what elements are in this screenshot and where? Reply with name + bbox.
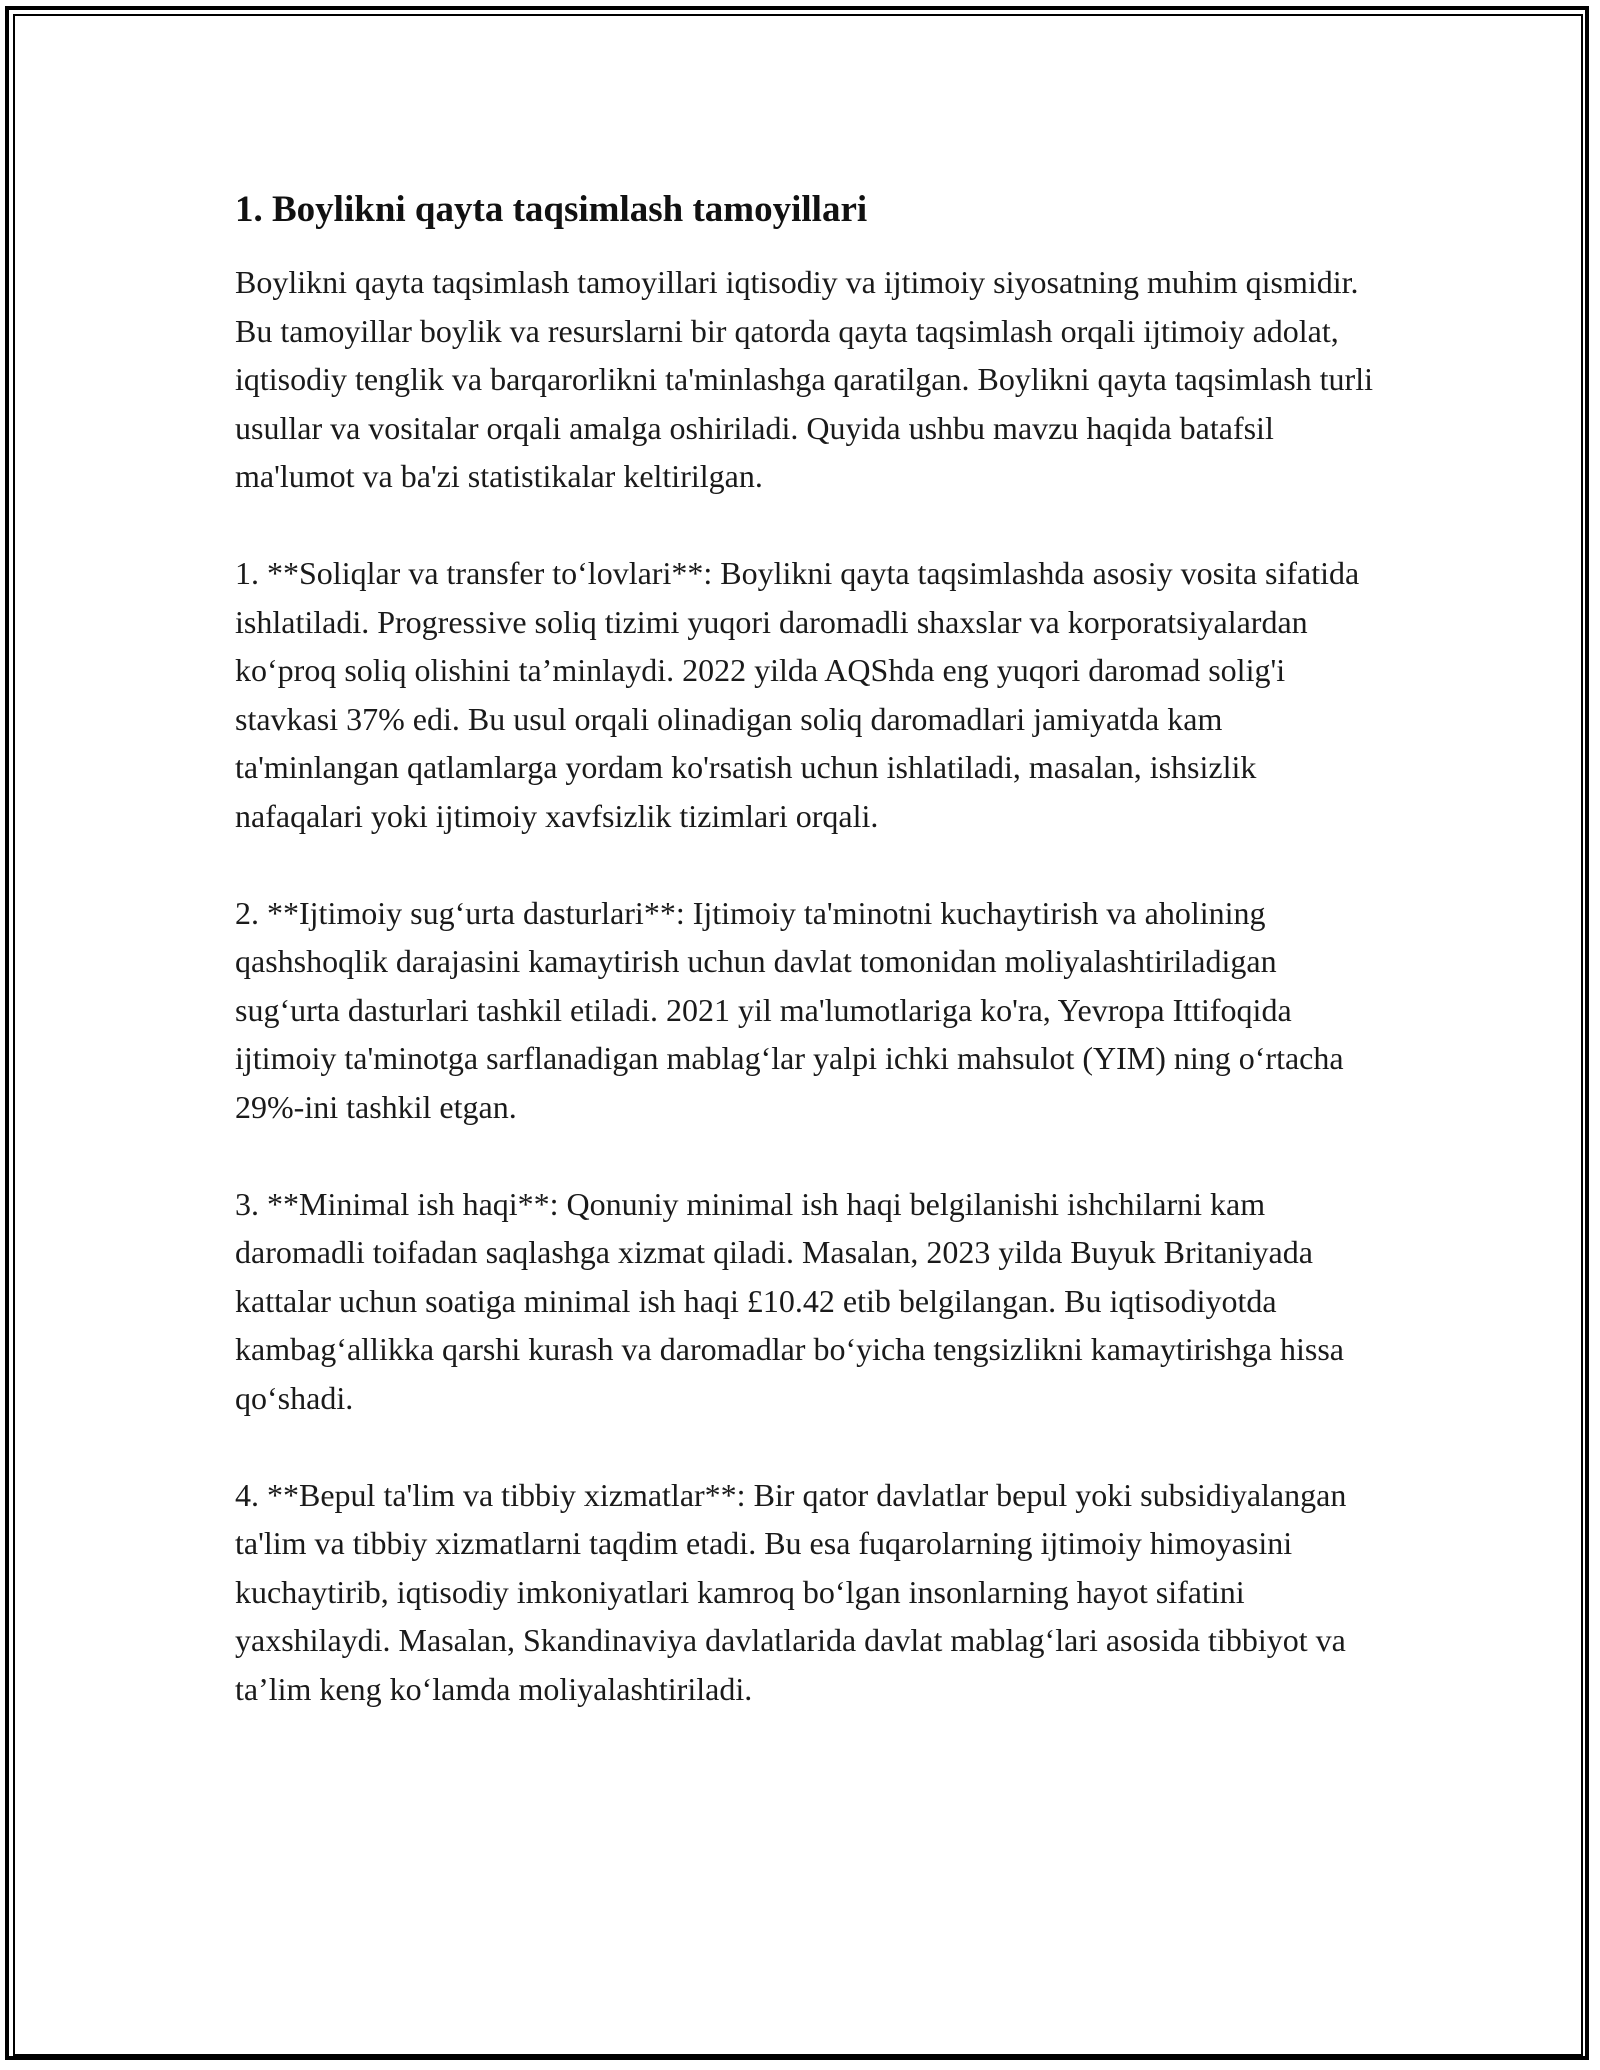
paragraph-taxes-transfers: 1. **Soliqlar va transfer to‘lovlari**: Boylikni qayta taqsimlashda asosiy vosita sifatida ishlatiladi. Progressive soliq tizimi yuqori daromadli shaxslar va korporatsiyalardan ko‘proq soliq olishini ta’minlaydi. 2022 yilda AQShda eng yuqori daromad solig'i stavkasi 37% edi. Bu usul orqali olinadigan soliq daromadlari jamiyatda kam ta'minlangan qatlamlarga yordam ko'rsatish uchun ishlatiladi, masalan, ishsizlik nafaqalari yoki ijtimoiy xavfsizlik tizimlari orqali. bbox=[235, 555, 1360, 834]
section-heading: 1. Boylikni qayta taqsimlash tamoyillari bbox=[235, 189, 868, 230]
document-body bbox=[235, 186, 1375, 1713]
paragraph-free-education-health: 4. **Bepul ta'lim va tibbiy xizmatlar**: Bir qator davlatlar bepul yoki subsidiyalangan ta'lim va tibbiy xizmatlarni taqdim etadi. Bu esa fuqarolarning ijtimoiy himoyasini kuchaytirib, iqtisodiy imkoniyatlari kamroq bo‘lgan insonlarning hayot sifatini yaxshilaydi. Masalan, Skandinaviya davlatlarida davlat mablag‘lari asosida tibbiyot va ta’lim keng ko‘lamda moliyalashtiriladi. bbox=[235, 1476, 1347, 1707]
intro-paragraph: Boylikni qayta taqsimlash tamoyillari iqtisodiy va ijtimoiy siyosatning muhim qismidir. Bu tamoyillar boylik va resurslarni bir qatorda qayta taqsimlash orqali ijtimoiy adolat, iqtisodiy tenglik va barqarorlikni ta'minlashga qaratilgan. Boylikni qayta taqsimlash turli usullar va vositalar orqali amalga oshiriladi. Quyida ushbu mavzu haqida batafsil ma'lumot va ba'zi statistikalar keltirilgan. bbox=[235, 264, 1373, 494]
paragraph-minimum-wage: 3. **Minimal ish haqi**: Qonuniy minimal ish haqi belgilanishi ishchilarni kam daromadli toifadan saqlashga xizmat qiladi. Masalan, 2023 yilda Buyuk Britaniyada kattalar uchun soatiga minimal ish haqi £10.42 etib belgilangan. Bu iqtisodiyotda kambag‘allikka qarshi kurash va daromadlar bo‘yicha tengsizlikni kamaytirishga hissa qo‘shadi. bbox=[235, 1185, 1344, 1416]
paragraph-social-insurance: 2. **Ijtimoiy sug‘urta dasturlari**: Ijtimoiy ta'minotni kuchaytirish va aholining qashshoqlik darajasini kamaytirish uchun davlat tomonidan moliyalashtiriladigan sug‘urta dasturlari tashkil etiladi. 2021 yil ma'lumotlariga ko'ra, Yevropa Ittifoqida ijtimoiy ta'minotga sarflanadigan mablag‘lar yalpi ichki mahsulot (YIM) ning o‘rtacha 29%-ini tashkil etgan. bbox=[235, 894, 1344, 1125]
